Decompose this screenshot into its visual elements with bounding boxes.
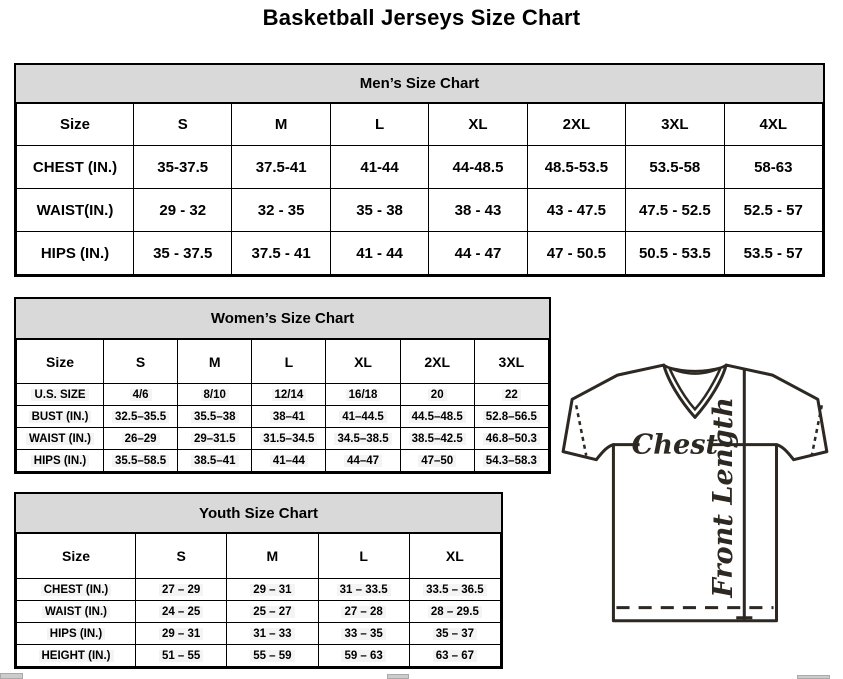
size-value-cell: 33.5 – 36.5: [409, 579, 500, 601]
size-value-cell: 41–44.5: [326, 406, 400, 428]
page-title: Basketball Jerseys Size Chart: [262, 5, 581, 30]
youth-size-table: [16, 533, 501, 667]
womens-size-table: [16, 339, 549, 472]
size-header: S: [134, 104, 232, 146]
size-value-cell: 32 - 35: [232, 189, 330, 232]
size-value-cell: 59 – 63: [318, 645, 409, 667]
size-value-cell: 44.5–48.5: [400, 406, 474, 428]
size-value-cell: 38 - 43: [429, 189, 527, 232]
size-value-cell: 27 – 29: [136, 579, 227, 601]
size-value-cell: 38–41: [252, 406, 326, 428]
size-header: M: [232, 104, 330, 146]
size-value-cell: 27 – 28: [318, 601, 409, 623]
size-header: 3XL: [474, 340, 548, 384]
table-row: [17, 146, 823, 189]
size-value-cell: 25 – 27: [227, 601, 318, 623]
table-row: [17, 601, 501, 623]
size-header: 3XL: [626, 104, 724, 146]
size-value-cell: 47 - 50.5: [527, 232, 625, 275]
mens-size-chart: [14, 63, 825, 277]
size-value-cell: 38.5–42.5: [400, 428, 474, 450]
size-value-cell: 35 - 38: [330, 189, 428, 232]
size-value-cell: 44 - 47: [429, 232, 527, 275]
youth-size-chart: [14, 492, 503, 669]
size-value-cell: 38.5–41: [178, 450, 252, 472]
size-value-cell: 32.5–35.5: [104, 406, 178, 428]
size-value-cell: 4/6: [104, 384, 178, 406]
size-value-cell: 31 – 33.5: [318, 579, 409, 601]
size-value-cell: 20: [400, 384, 474, 406]
size-column-label: Size: [17, 534, 136, 579]
size-value-cell: 54.3–58.3: [474, 450, 548, 472]
size-header: S: [136, 534, 227, 579]
measurement-label: HEIGHT (IN.): [17, 645, 136, 667]
size-value-cell: 35.5–58.5: [104, 450, 178, 472]
womens-chart-title: Women’s Size Chart: [16, 299, 549, 339]
size-header: XL: [429, 104, 527, 146]
size-value-cell: 28 – 29.5: [409, 601, 500, 623]
size-value-cell: 35 - 37.5: [134, 232, 232, 275]
selection-handle-middle[interactable]: [387, 674, 409, 679]
table-row: [17, 579, 501, 601]
table-row: [17, 450, 549, 472]
table-row: [17, 384, 549, 406]
table-row: [17, 406, 549, 428]
chest-measurement-label: Chest: [631, 428, 719, 461]
size-header: L: [252, 340, 326, 384]
size-header: M: [178, 340, 252, 384]
size-value-cell: 47–50: [400, 450, 474, 472]
table-row: [17, 189, 823, 232]
size-header: 4XL: [724, 104, 822, 146]
size-value-cell: 44–47: [326, 450, 400, 472]
size-header: 2XL: [400, 340, 474, 384]
size-value-cell: 35.5–38: [178, 406, 252, 428]
size-value-cell: 41–44: [252, 450, 326, 472]
size-value-cell: 46.8–50.3: [474, 428, 548, 450]
size-value-cell: 29 – 31: [227, 579, 318, 601]
womens-size-chart: [14, 297, 551, 474]
measurement-label: CHEST (IN.): [17, 579, 136, 601]
measurement-label: U.S. SIZE: [17, 384, 104, 406]
size-header: L: [330, 104, 428, 146]
size-header: XL: [409, 534, 500, 579]
measurement-label: WAIST(IN.): [17, 189, 134, 232]
size-value-cell: 63 – 67: [409, 645, 500, 667]
size-value-cell: 58-63: [724, 146, 822, 189]
size-value-cell: 43 - 47.5: [527, 189, 625, 232]
size-value-cell: 53.5-58: [626, 146, 724, 189]
size-value-cell: 24 – 25: [136, 601, 227, 623]
mens-chart-title: Men’s Size Chart: [16, 65, 823, 103]
size-value-cell: 29 - 32: [134, 189, 232, 232]
selection-handle-left[interactable]: [0, 673, 23, 679]
size-value-cell: 48.5-53.5: [527, 146, 625, 189]
jersey-measurement-diagram: [559, 358, 841, 660]
measurement-label: HIPS (IN.): [17, 450, 104, 472]
size-value-cell: 41 - 44: [330, 232, 428, 275]
size-value-cell: 22: [474, 384, 548, 406]
size-value-cell: 16/18: [326, 384, 400, 406]
size-value-cell: 33 – 35: [318, 623, 409, 645]
size-value-cell: 51 – 55: [136, 645, 227, 667]
size-value-cell: 31 – 33: [227, 623, 318, 645]
table-row: [17, 645, 501, 667]
size-column-label: Size: [17, 340, 104, 384]
size-value-cell: 37.5 - 41: [232, 232, 330, 275]
table-row: [17, 232, 823, 275]
table-row: [17, 623, 501, 645]
size-value-cell: 52.5 - 57: [724, 189, 822, 232]
measurement-label: BUST (IN.): [17, 406, 104, 428]
size-header: 2XL: [527, 104, 625, 146]
measurement-label: HIPS (IN.): [17, 623, 136, 645]
size-value-cell: 52.8–56.5: [474, 406, 548, 428]
front-length-measurement-label: Front Length: [707, 397, 740, 598]
jersey-outline-shape: [563, 365, 827, 621]
measurement-label: WAIST (IN.): [17, 601, 136, 623]
size-value-cell: 35 – 37: [409, 623, 500, 645]
size-header: M: [227, 534, 318, 579]
measurement-label: WAIST (IN.): [17, 428, 104, 450]
measurement-label: CHEST (IN.): [17, 146, 134, 189]
size-value-cell: 55 – 59: [227, 645, 318, 667]
mens-size-table: [16, 103, 823, 275]
size-value-cell: 8/10: [178, 384, 252, 406]
table-row: [17, 428, 549, 450]
size-value-cell: 44-48.5: [429, 146, 527, 189]
size-column-label: Size: [17, 104, 134, 146]
size-value-cell: 34.5–38.5: [326, 428, 400, 450]
size-value-cell: 41-44: [330, 146, 428, 189]
measurement-label: HIPS (IN.): [17, 232, 134, 275]
size-value-cell: 37.5-41: [232, 146, 330, 189]
size-value-cell: 29 – 31: [136, 623, 227, 645]
size-value-cell: 35-37.5: [134, 146, 232, 189]
size-value-cell: 29–31.5: [178, 428, 252, 450]
size-value-cell: 31.5–34.5: [252, 428, 326, 450]
size-value-cell: 12/14: [252, 384, 326, 406]
size-header: L: [318, 534, 409, 579]
size-value-cell: 53.5 - 57: [724, 232, 822, 275]
size-header: XL: [326, 340, 400, 384]
selection-handle-right[interactable]: [797, 675, 830, 679]
size-value-cell: 26–29: [104, 428, 178, 450]
size-header: S: [104, 340, 178, 384]
size-value-cell: 47.5 - 52.5: [626, 189, 724, 232]
youth-chart-title: Youth Size Chart: [16, 494, 501, 533]
size-value-cell: 50.5 - 53.5: [626, 232, 724, 275]
